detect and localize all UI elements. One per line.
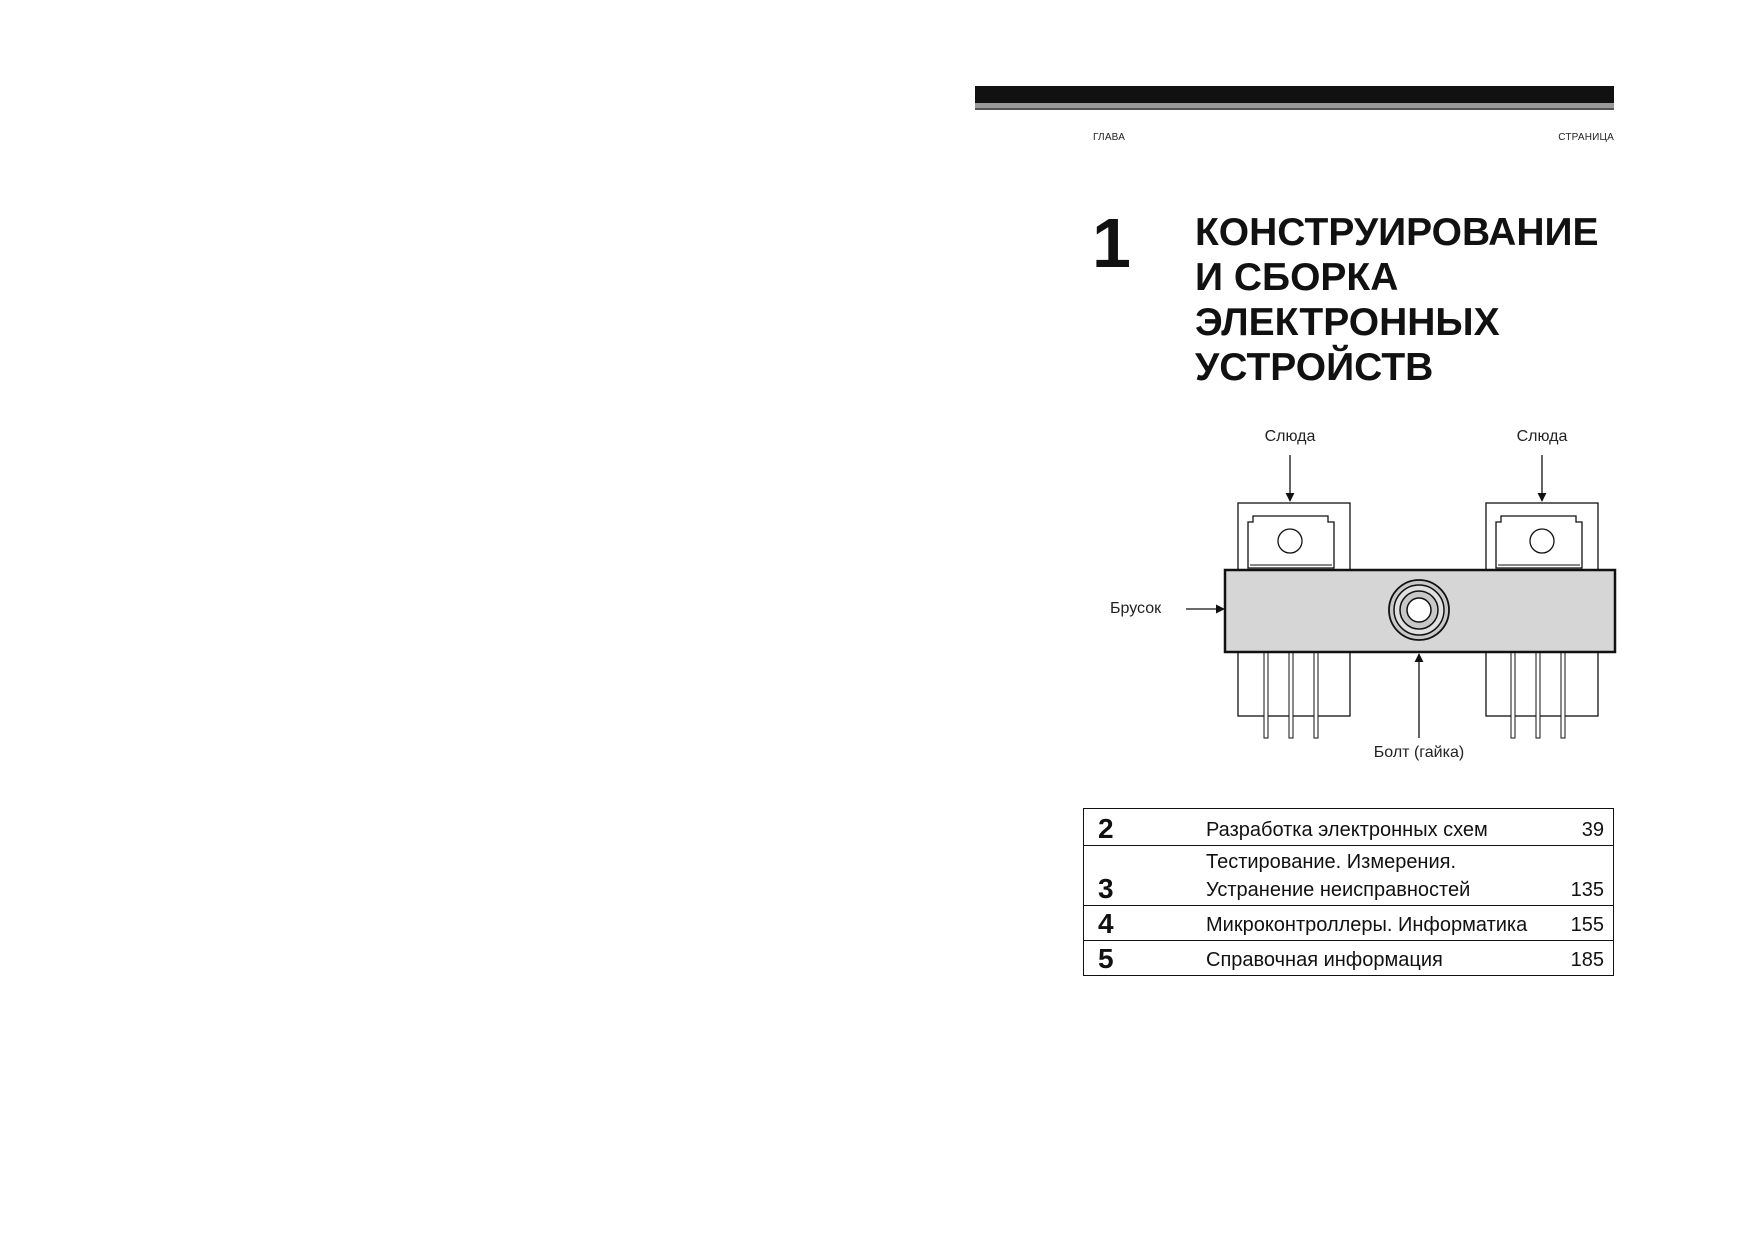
chapter-title-line: И СБОРКА [1195, 256, 1399, 299]
chapter-title [1195, 210, 1599, 390]
page-column-label: СТРАНИЦА [1558, 132, 1614, 143]
toc-chapter-title [1206, 809, 1544, 846]
toc-title-line: Устранение неисправностей [1206, 879, 1471, 901]
mica-label-right: Слюда [1516, 428, 1568, 445]
header-rule-thick [975, 86, 1614, 103]
toc-row [1084, 809, 1614, 846]
toc-page-number: 39 [1544, 809, 1614, 846]
toc-chapter-title [1206, 846, 1544, 906]
toc-row [1084, 906, 1614, 941]
toc-row [1084, 846, 1614, 906]
toc-chapter-title [1206, 906, 1544, 941]
chapter-title-line: УСТРОЙСТВ [1195, 346, 1434, 389]
mica-label-left: Слюда [1264, 428, 1316, 445]
toc-page-number: 185 [1544, 941, 1614, 976]
toc-chapter-number: 5 [1084, 941, 1207, 976]
chapter-title-line: КОНСТРУИРОВАНИЕ [1195, 211, 1599, 254]
bolt-label: Болт (гайка) [1373, 744, 1465, 761]
chapter-title-line: ЭЛЕКТРОННЫХ [1195, 301, 1500, 344]
toc-chapter-title [1206, 941, 1544, 976]
chapter-column-label: ГЛАВА [1093, 132, 1126, 143]
chapter-number: 1 [1092, 204, 1129, 282]
toc-title-line: Тестирование. Измерения. [1206, 851, 1457, 873]
bolt-head [1389, 580, 1449, 640]
toc-title-line: Разработка электронных схем [1206, 819, 1488, 841]
toc-page-number: 155 [1544, 906, 1614, 941]
header-rule-thin [975, 108, 1614, 110]
toc-page-number: 135 [1544, 846, 1614, 906]
toc-chapter-number: 4 [1084, 906, 1207, 941]
toc-title-line: Микроконтроллеры. Информатика [1206, 914, 1528, 936]
chapter-contents-table [1083, 808, 1614, 976]
toc-title-line: Справочная информация [1206, 949, 1443, 971]
bar-label: Брусок [1110, 600, 1162, 617]
toc-row [1084, 941, 1614, 976]
toc-chapter-number: 3 [1084, 846, 1207, 906]
assembly-diagram [1090, 418, 1630, 768]
toc-chapter-number: 2 [1084, 809, 1207, 846]
